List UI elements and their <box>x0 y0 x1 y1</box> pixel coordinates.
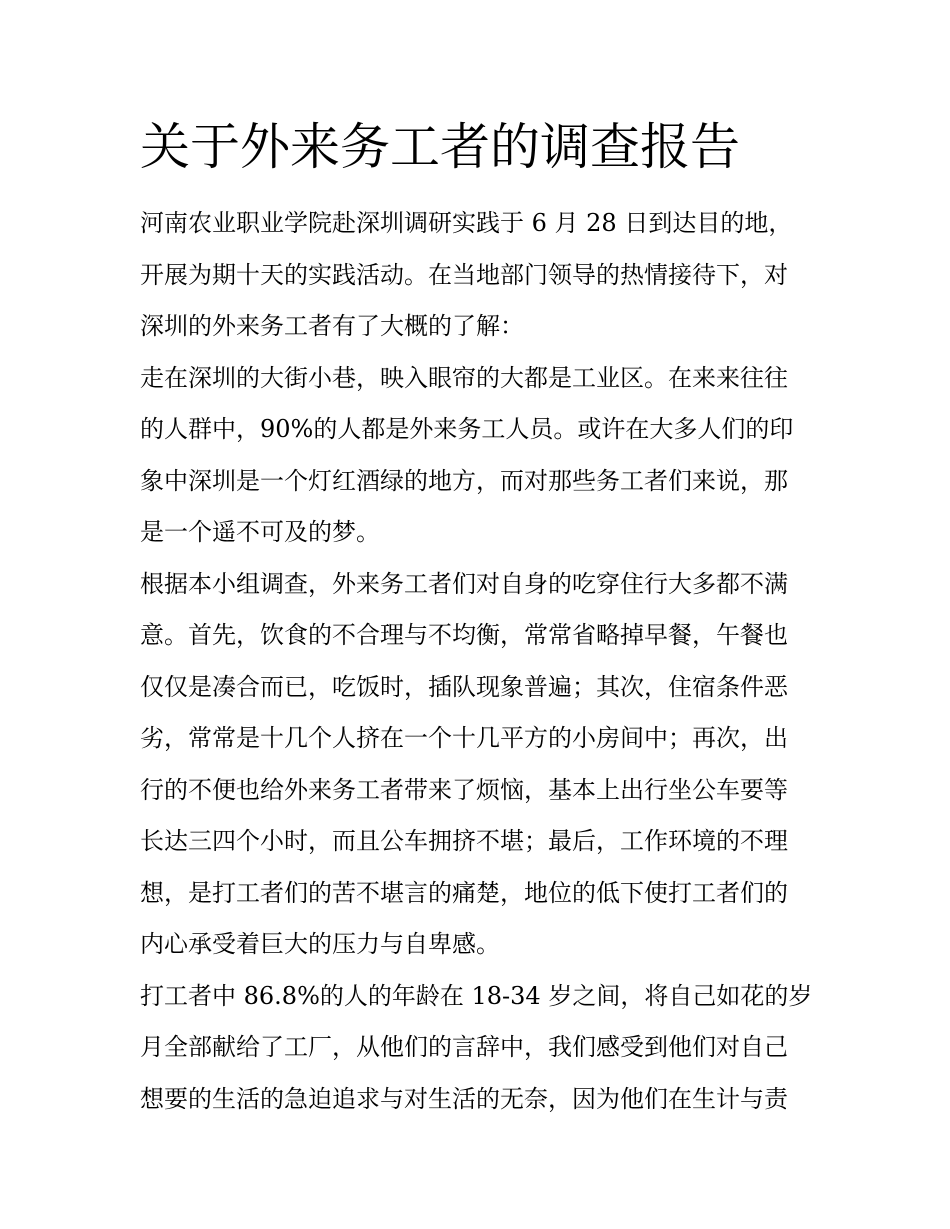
document-title: 关于外来务工者的调查报告 <box>140 118 740 176</box>
text-line: 河南农业职业学院赴深圳调研实践于 6 月 28 日到达目的地， <box>140 209 793 237</box>
text-line: 行的不便也给外来务工者带来了烦恼，基本上出行坐公车要等 <box>140 775 788 804</box>
text-line: 根据本小组调查，外来务工者们对自身的吃穿住行大多都不满 <box>140 569 788 598</box>
text-line: 深圳的外来务工者有了大概的了解： <box>140 312 524 340</box>
document-body <box>140 198 820 1125</box>
text-line: 仅仅是凑合而已，吃饭时，插队现象普遍；其次，住宿条件恶 <box>140 672 788 701</box>
text-line: 是一个遥不可及的梦。 <box>140 518 380 546</box>
text-line: 内心承受着巨大的压力与自卑感。 <box>140 930 500 958</box>
text-line: 月全部献给了工厂，从他们的言辞中，我们感受到他们对自己 <box>140 1033 788 1061</box>
text-line: 劣，常常是十几个人挤在一个十几平方的小房间中；再次，出 <box>140 724 788 752</box>
text-line: 打工者中 86.8%的人的年龄在 18-34 岁之间，将自己如花的岁 <box>140 981 813 1010</box>
text-line: 想要的生活的急迫追求与对生活的无奈，因为他们在生计与责 <box>140 1084 788 1113</box>
text-line: 象中深圳是一个灯红酒绿的地方，而对那些务工者们来说，那 <box>140 466 788 495</box>
text-line: 意。首先，饮食的不合理与不均衡，常常省略掉早餐，午餐也 <box>140 621 788 649</box>
text-line: 的人群中，90%的人都是外来务工人员。或许在大多人们的印 <box>140 415 794 443</box>
text-line: 长达三四个小时，而且公车拥挤不堪；最后，工作环境的不理 <box>140 827 788 855</box>
text-line: 走在深圳的大街小巷，映入眼帘的大都是工业区。在来来往往 <box>140 363 788 392</box>
text-line: 想，是打工者们的苦不堪言的痛楚，地位的低下使打工者们的 <box>140 878 788 907</box>
text-line: 开展为期十天的实践活动。在当地部门领导的热情接待下，对 <box>140 260 788 289</box>
